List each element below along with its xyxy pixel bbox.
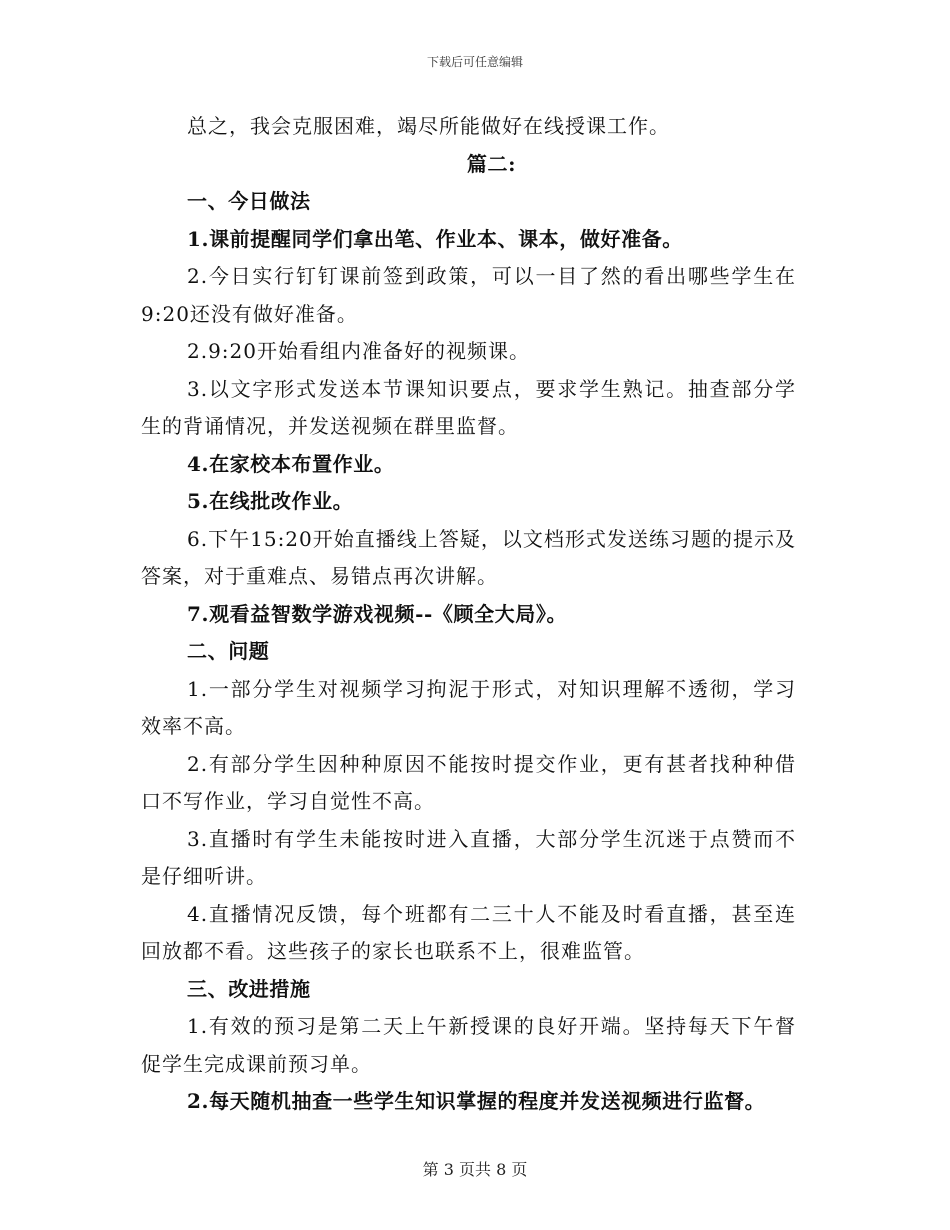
document-body bbox=[141, 108, 796, 1121]
problem-item-1: 1.一部分学生对视频学习拘泥于形式，对知识理解不透彻，学习效率不高。 bbox=[141, 676, 796, 738]
paragraph-1: 总之，我会克服困难，竭尽所能做好在线授课工作。 bbox=[187, 114, 670, 138]
heading-improvements: 三、改进措施 bbox=[187, 976, 311, 1001]
list-item-4: 4.在家校本布置作业。 bbox=[187, 451, 395, 476]
list-item-2: 2.今日实行钉钉课前签到政策，可以一目了然的看出哪些学生在9:20还没有做好准备。 bbox=[141, 264, 796, 326]
page-footer: 第 3 页共 8 页 bbox=[422, 1160, 528, 1179]
section-title: 篇二: bbox=[466, 151, 517, 176]
heading-today-method: 一、今日做法 bbox=[187, 189, 311, 213]
problem-item-4: 4.直播情况反馈，每个班都有二三十人不能及时看直播，甚至连回放都不看。这些孩子的家长也联系不上，很难监管。 bbox=[141, 901, 796, 963]
list-item-1: 1.课前提醒同学们拿出笔、作业本、课本，做好准备。 bbox=[187, 226, 683, 251]
problem-item-3: 3.直播时有学生未能按时进入直播，大部分学生沉迷于点赞而不是仔细听讲。 bbox=[141, 826, 796, 888]
improvement-item-2: 2.每天随机抽查一些学生知识掌握的程度并发送视频进行监督。 bbox=[187, 1089, 766, 1113]
list-item-7: 7.观看益智数学游戏视频--《顾全大局》。 bbox=[187, 601, 568, 626]
problem-item-2: 2.有部分学生因种种原因不能按时提交作业，更有甚者找种种借口不写作业，学习自觉性不高。 bbox=[141, 751, 796, 813]
list-item-2b: 2.9:20开始看组内准备好的视频课。 bbox=[187, 339, 530, 363]
list-item-3: 3.以文字形式发送本节课知识要点，要求学生熟记。抽查部分学生的背诵情况，并发送视频在群里监督。 bbox=[141, 376, 796, 438]
list-item-6: 6.下午15:20开始直播线上答疑，以文档形式发送练习题的提示及答案，对于重难点、易错点再次讲解。 bbox=[141, 526, 796, 588]
page-header: 下载后可任意编辑 bbox=[426, 55, 523, 69]
list-item-5: 5.在线批改作业。 bbox=[187, 489, 354, 513]
heading-problems: 二、问题 bbox=[187, 639, 270, 663]
improvement-item-1: 1.有效的预习是第二天上午新授课的良好开端。坚持每天下午督促学生完成课前预习单。 bbox=[141, 1014, 796, 1076]
